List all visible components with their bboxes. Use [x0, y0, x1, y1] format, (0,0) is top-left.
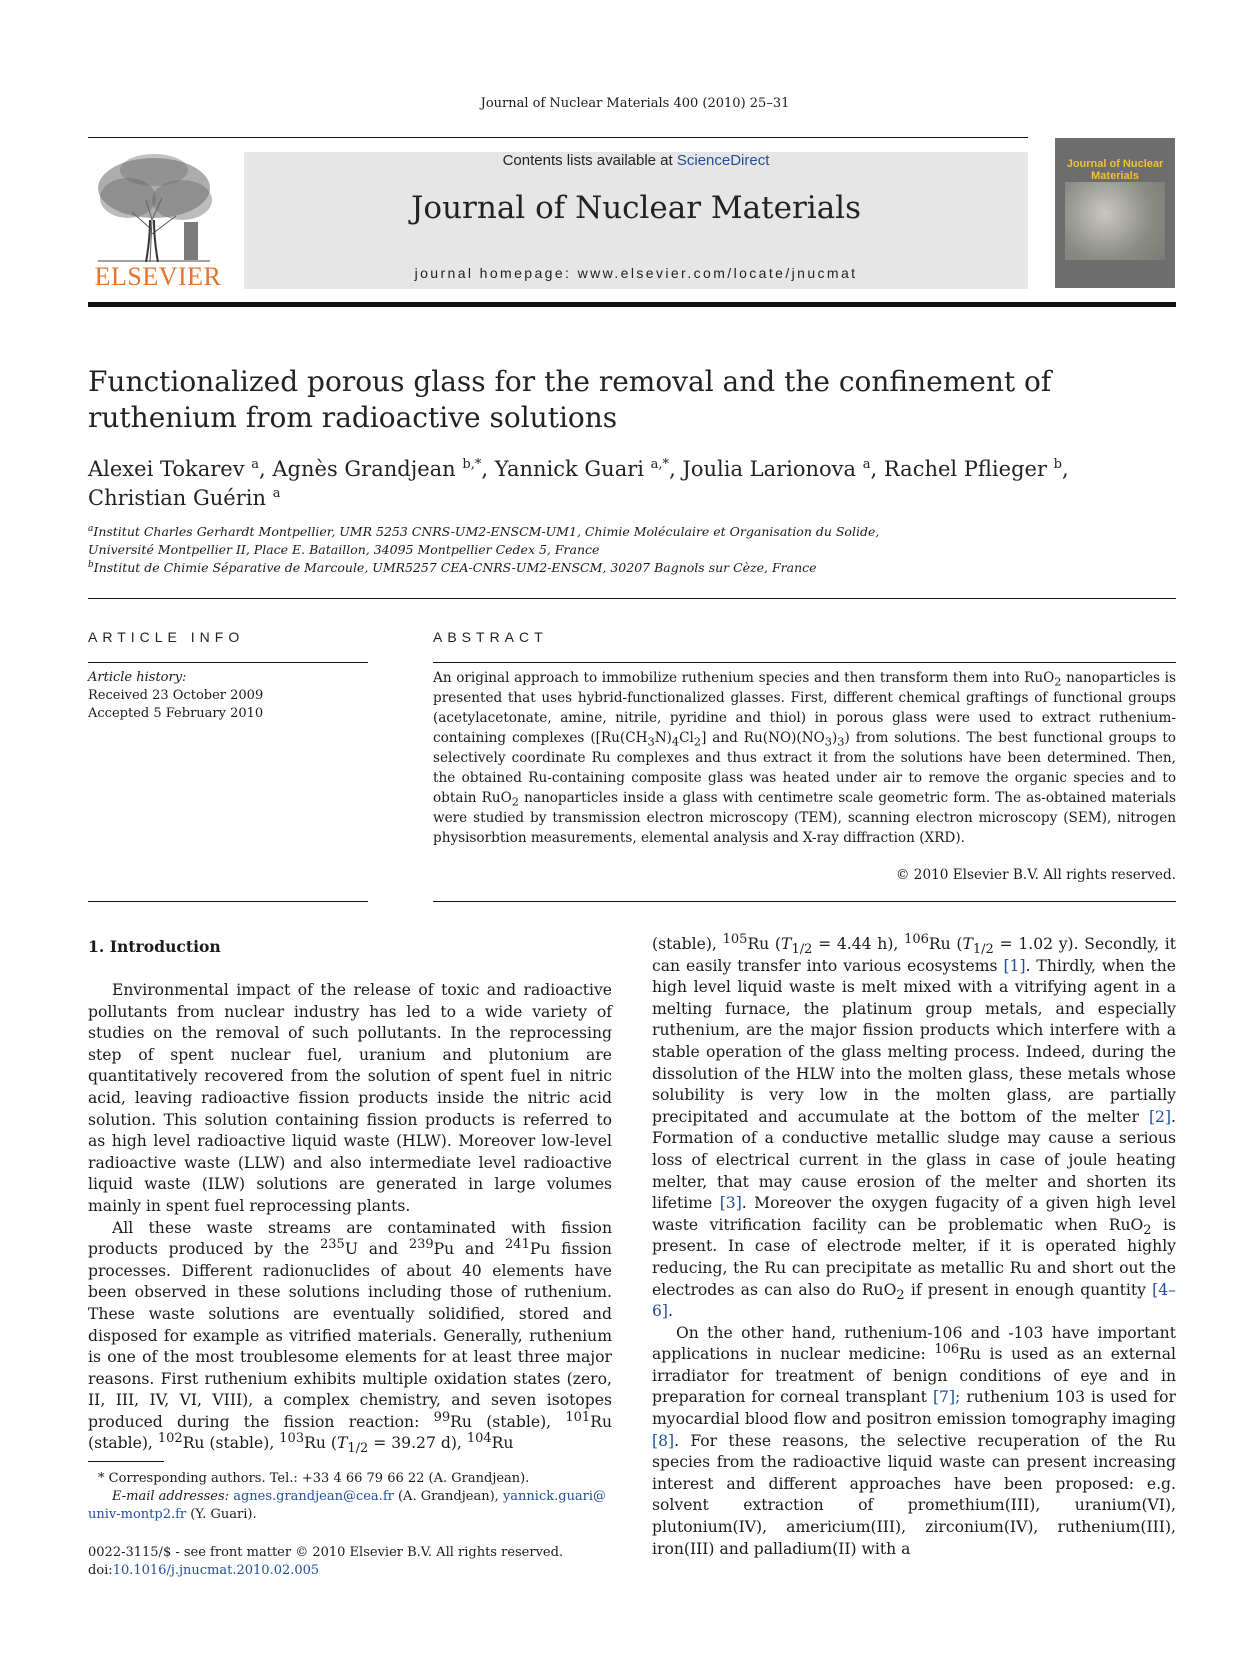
journal-cover-thumbnail [1055, 138, 1175, 288]
author-name: Christian Guérin [88, 486, 267, 510]
journal-homepage[interactable]: journal homepage: www.elsevier.com/locate/jnucmat [414, 265, 858, 281]
email-note [88, 1488, 612, 1506]
body-left-column [88, 980, 612, 1455]
accepted-date: Accepted 5 February 2010 [88, 706, 264, 721]
doi-link[interactable]: 10.1016/j.jnucmat.2010.02.005 [112, 1563, 320, 1578]
contents-line [244, 152, 1028, 169]
article-title: Functionalized porous glass for the removal and the confinement of ruthenium from radioactive solutions [88, 365, 1052, 434]
author-mark: b,* [462, 457, 482, 472]
author-mark: b [1053, 457, 1062, 472]
author-name: Rachel Pflieger [883, 457, 1047, 481]
header-thick-rule [88, 302, 1176, 307]
contents-prefix: Contents lists available at [502, 152, 677, 169]
corresponding-text: Corresponding authors. Tel.: +33 4 66 79 66 22 (A. Grandjean). [108, 1471, 530, 1486]
journal-title: Journal of Nuclear Materials [410, 190, 861, 226]
received-date: Received 23 October 2009 [88, 688, 264, 703]
abstract-label: ABSTRACT [433, 629, 548, 645]
article-info-rule [88, 662, 368, 663]
body-right-column [652, 931, 1177, 1560]
affiliation-rule [88, 598, 1176, 599]
affiliation-text: Université Montpellier II, Place E. Bataillon, 34095 Montpellier Cedex 5, France [88, 542, 600, 557]
abstract-text: An original approach to immobilize ruthenium species and then transform them into RuO$_2$ nanoparticles is presented that uses hybrid-functionalized glasses. First, different chemical graftings of functional groups (acetylacetonate, amine, nitrile, pyridine and thiol) in porous glass were used to extract ruthenium-containing complexes ($[Ru(CH_3N)_4Cl_2]$ and $Ru(NO)(NO_3)_3$) from solutions. The best functional groups to selectively coordinate Ru complexes and thus extract it from the solutions have been determined. Then, the obtained Ru-containing composite glass was heated under air to remove the organic species and to obtain RuO$_2$ nanoparticles inside a glass with centimetre scale geometric form. The as-obtained materials were studied by transmission electron microscopy (TEM), scanning electron microscopy (SEM), nitrogen physisorbtion measurements, elemental analysis and X-ray diffraction (XRD). [433, 670, 1176, 846]
journal-banner [244, 152, 1028, 289]
sciencedirect-link[interactable]: ScienceDirect [676, 152, 770, 169]
author-mark: a [862, 457, 871, 472]
doi-label: doi: [88, 1563, 113, 1578]
affiliation-text: Institut Charles Gerhardt Montpellier, UMR 5253 CNRS-UM2-ENSCM-UM1, Chimie Moléculaire et Organisation du Solide, [93, 524, 880, 539]
abstract-rule [433, 662, 1176, 663]
email-owner: (Y. Guari). [190, 1507, 257, 1522]
email-link[interactable]: univ-montp2.fr [88, 1507, 187, 1522]
citation-link[interactable]: [8] [652, 1431, 675, 1450]
affiliation-mark: b [88, 559, 94, 570]
cover-title: Journal of Nuclear Materials [1066, 158, 1164, 182]
corresponding-note: * Corresponding authors. Tel.: +33 4 66 79 66 22 (A. Grandjean). [98, 1471, 530, 1486]
elsevier-wordmark: ELSEVIER [94, 262, 222, 291]
paragraph: All these waste streams are contaminated with fission products produced by the $^{235}$U and $^{239}$Pu and $^{241}$Pu fission processes. Different radionuclides of about 40 elements have been observed in these solutions including those of ruthenium. These waste solutions are eventually solidified, stored and disposed for example as vitrified materials. Generally, ruthenium is one of the most troublesome elements for at least three major reasons. First ruthenium exhibits multiple oxidation states (zero, II, III, IV, VI, VIII), a complex chemistry, and seven isotopes produced during the fission reaction: $^{99}$Ru (stable), $^{101}$Ru (stable), $^{102}$Ru (stable), $^{103}$Ru ($T_{1/2} = 39.27$ d), $^{104}$Ru [88, 1218, 612, 1457]
article-info-label: ARTICLE INFO [88, 629, 245, 645]
cover-image [1065, 182, 1165, 260]
paragraph: On the other hand, ruthenium-106 and -103 have important applications in nuclear medicine: $^{106}$Ru is used as an external irradiator for treatment of benign conditions of eye and in preparation for corneal transplant [7]; ruthenium 103 is used for myocardial blood flow and positron emission tomography imaging [8]. For these reasons, the selective recuperation of the Ru species from the radioactive liquid waste can present increasing interest and different approaches have been proposed: e.g. solvent extraction of promethium(III), uranium(VI), plutonium(IV), americium(III), zirconium(IV), ruthenium(III), iron(III) and palladium(II) with a [652, 1323, 1177, 1558]
email-owner: (A. Grandjean), [397, 1489, 499, 1504]
footnote [88, 1470, 612, 1524]
citation-link[interactable]: [2] [1148, 1107, 1172, 1126]
doi-line [88, 1562, 688, 1580]
article-info-bottom-rule [88, 901, 368, 902]
article-history [88, 669, 368, 723]
affiliation-mark: a [88, 523, 94, 534]
email-note-cont [88, 1506, 612, 1524]
author-mark: a [251, 457, 260, 472]
email-label: E-mail addresses: [112, 1489, 230, 1504]
citation-link[interactable]: [4–6] [652, 1280, 1176, 1321]
citation-link[interactable]: [7]; [932, 1388, 961, 1407]
author-name: Yannick Guari [494, 457, 644, 481]
page-footer [88, 1544, 688, 1580]
running-head: Journal of Nuclear Materials 400 (2010) 25–31 [480, 96, 790, 111]
footnote-rule [88, 1461, 164, 1462]
email-link[interactable]: yannick.guari@ [502, 1489, 607, 1504]
issn-line: 0022-3115/$ - see front matter © 2010 Elsevier B.V. All rights reserved. [88, 1545, 564, 1560]
author-mark: a [272, 486, 281, 501]
author-list: Alexei Tokarev $^a$, Agnès Grandjean $^{b,*}$, Yannick Guari $^{a,*}$, Joulia Larionova $^a$, Rachel Pflieger $^b$, Christian Guérin $^a$ [88, 457, 1069, 510]
paragraph: (stable), $^{105}$Ru ($T_{1/2} = 4.44$ h), $^{106}$Ru ($T_{1/2} = 1.02$ y). Secondly, it can easily transfer into various ecosystems [1]. Thirdly, when the high level liquid waste is melt mixed with a vitrifying agent in a melting furnace, the platinum group metals, and especially ruthenium, are the major fission products which interfere with a stable operation of the glass melting process. Indeed, during the dissolution of the HLW into the molten glass, these metals whose solubility is very low in the molten glass, are partially precipitated and accumulate at the bottom of the melter [2]. Formation of a conductive metallic sludge may cause a serious loss of electrical current in the glass in case of joule heating melter, that may cause erosion of the melter and shorten its lifetime [3]. Moreover the oxygen fugacity of a given high level waste vitrification facility can be problematic when RuO$_2$ is present. In case of electrode melter, if it is operated highly reducing, the Ru can precipitate as metallic Ru and short out the electrodes as can also do RuO$_2$ if present in enough quantity [4–6]. [652, 931, 1177, 1321]
author-name: Agnès Grandjean [272, 457, 456, 481]
abstract-bottom-rule [433, 901, 1176, 902]
affiliation-b [88, 559, 1188, 577]
section-heading: 1. Introduction [88, 937, 221, 956]
author-mark: a,* [650, 457, 670, 472]
paragraph: Environmental impact of the release of toxic and radioactive pollutants from nuclear industry has led to a wide variety of studies on the removal of such pollutants. In the reprocessing step of spent nuclear fuel, uranium and plutonium are quantitatively recovered from the solution of spent fuel in nitric acid, leaving radioactive fission products inside the nitric acid solution. This solution containing fission products is referred to as high level radioactive liquid waste (HLW). Moreover low-level radioactive waste (LLW) and also intermediate level radioactive liquid waste (ILW) solutions are generated in large volumes mainly in spent fuel reprocessing plants. [88, 981, 612, 1215]
history-label: Article history: [88, 670, 187, 685]
citation-link[interactable]: [1] [1003, 956, 1026, 975]
email-link[interactable]: agnes.grandjean@cea.fr [233, 1489, 394, 1504]
abstract-copyright: © 2010 Elsevier B.V. All rights reserved. [895, 867, 1176, 883]
citation-link[interactable]: [3] [719, 1194, 742, 1213]
author-name: Alexei Tokarev [88, 457, 245, 481]
affiliation-a [88, 523, 1188, 559]
header-top-rule [88, 137, 1028, 138]
affiliation-text: Institut de Chimie Séparative de Marcoule, UMR5257 CEA-CNRS-UM2-ENSCM, 30207 Bagnols sur Cèze, France [93, 560, 817, 575]
author-name: Joulia Larionova [682, 457, 857, 481]
